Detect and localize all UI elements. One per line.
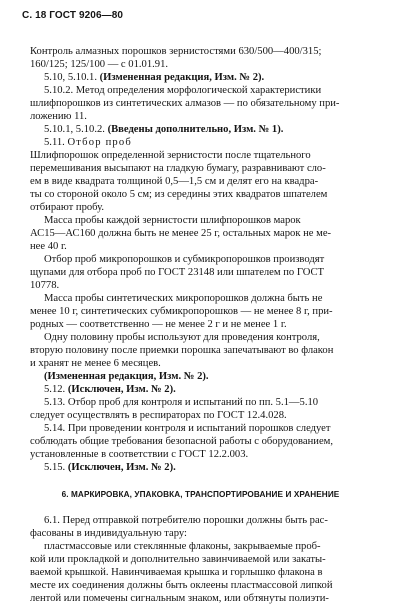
text-line xyxy=(0,435,401,448)
line-text: Масса пробы каждой зернистости шлифпорошков марок xyxy=(44,215,301,226)
text-line xyxy=(0,579,401,592)
text-line xyxy=(0,292,401,305)
line-text: 5.13. Отбор проб для контроля и испытаний по пп. 5.1—5.10 xyxy=(44,397,319,408)
line-text: месте их соединения должны быть оклеены пластмассовой липкой xyxy=(30,580,333,591)
line-text: следует осуществлять в респираторах по ГОСТ 12.4.028. xyxy=(30,410,287,421)
text-line xyxy=(0,409,401,422)
text-line xyxy=(0,162,401,175)
text-line xyxy=(0,45,401,58)
text-line xyxy=(0,266,401,279)
amendment-note: (Исключен, Изм. № 2). xyxy=(67,462,176,473)
text-line xyxy=(0,240,401,253)
line-text: ты со стороной около 5 см; из середины этих квадратов шпателем xyxy=(30,189,328,200)
line-text: менее 10 г, синтетических субмикропорошков — не менее 8 г, при- xyxy=(30,306,333,317)
page-header: С. 18 ГОСТ 9206—80 xyxy=(22,10,124,21)
text-line xyxy=(0,110,401,123)
line-text: ем в виде квадрата толщиной 0,5—1,5 см и делят его на квадра- xyxy=(30,176,319,187)
amendment-note: (Измененная редакция, Изм. № 2). xyxy=(99,72,265,83)
text-line xyxy=(0,566,401,579)
line-text: нее 40 г. xyxy=(30,241,67,252)
spaced-subheading: Отбор проб xyxy=(67,137,133,148)
line-text: 5.10.1, 5.10.2. xyxy=(44,124,108,135)
text-line xyxy=(0,318,401,331)
line-text: 10778. xyxy=(30,280,60,291)
line-text: установленные в соответствии с ГОСТ 12.2.003. xyxy=(30,449,249,460)
line-text: ваемой крышкой. Навинчиваемая крышка и горлышко флакона в xyxy=(30,567,323,578)
line-text: АС15—АС160 должна быть не менее 25 г, остальных марок не ме- xyxy=(30,228,332,239)
line-text: и хранят не менее 6 месяцев. xyxy=(30,358,161,369)
line-text: шлифпорошков из синтетических алмазов — по обязательному при- xyxy=(30,98,340,109)
text-line xyxy=(0,344,401,357)
text-line xyxy=(0,527,401,540)
text-line xyxy=(0,188,401,201)
text-line xyxy=(0,592,401,605)
line-text: 6.1. Перед отправкой потребителю порошки должны быть рас- xyxy=(44,515,328,526)
text-line xyxy=(0,357,401,370)
line-text: Шлифпорошок определенной зернистости после тщательного xyxy=(30,150,311,161)
text-line xyxy=(0,175,401,188)
text-line xyxy=(0,370,401,383)
text-line xyxy=(0,214,401,227)
text-line xyxy=(0,553,401,566)
text-line xyxy=(0,84,401,97)
text-line xyxy=(0,461,401,474)
text-line xyxy=(0,97,401,110)
line-text: лентой или помечены сигнальным знаком, или обтянуты полиэти- xyxy=(30,593,329,604)
line-text: 5.11. xyxy=(44,137,68,148)
text-line xyxy=(0,123,401,136)
text-line xyxy=(0,279,401,292)
line-text: 160/125; 125/100 — с 01.01.91. xyxy=(30,59,169,70)
line-text: родных — соответственно — не менее 2 г и не менее 1 г. xyxy=(30,319,287,330)
line-text: отбирают пробу. xyxy=(30,202,105,213)
text-line xyxy=(0,331,401,344)
text-line xyxy=(0,448,401,461)
text-line xyxy=(0,540,401,553)
amendment-note: (Исключен, Изм. № 2). xyxy=(67,384,176,395)
text-line xyxy=(0,514,401,527)
line-text: пластмассовые или стеклянные флаконы, закрываемые проб- xyxy=(44,541,321,552)
line-text: 5.12. xyxy=(44,384,68,395)
amendment-note: (Измененная редакция, Изм. № 2). xyxy=(44,371,209,382)
text-line xyxy=(0,227,401,240)
text-line xyxy=(0,149,401,162)
line-text: вторую половину после приемки порошка запечатывают во флакон xyxy=(30,345,334,356)
line-text: 5.15. xyxy=(44,462,68,473)
line-text: щупами для отбора проб по ГОСТ 23148 или шпателем по ГОСТ xyxy=(30,267,325,278)
text-line xyxy=(0,136,401,149)
line-text: кой или прокладкой и дополнительно завинчиваемой или закаты- xyxy=(30,554,326,565)
line-text: Одну половину пробы используют для проведения контроля, xyxy=(44,332,320,343)
text-line xyxy=(0,201,401,214)
line-text: 5.10, 5.10.1. xyxy=(44,72,100,83)
text-line xyxy=(0,253,401,266)
line-text: 5.10.2. Метод определения морфологической характеристики xyxy=(44,85,322,96)
line-text: Масса пробы синтетических микропорошков должна быть не xyxy=(44,293,323,304)
text-line xyxy=(0,58,401,71)
line-text: соблюдать общие требования безопасной работы с оборудованием, xyxy=(30,436,334,447)
line-text: перемешивания высыпают на гладкую бумагу, разравнивают сло- xyxy=(30,163,326,174)
text-line xyxy=(0,422,401,435)
text-line xyxy=(0,305,401,318)
text-line xyxy=(0,71,401,84)
section-heading: 6. МАРКИРОВКА, УПАКОВКА, ТРАНСПОРТИРОВАНИЕ И ХРАНЕНИЕ xyxy=(61,490,340,499)
text-line xyxy=(0,383,401,396)
amendment-note: (Введены дополнительно, Изм. № 1). xyxy=(107,124,284,135)
text-line xyxy=(0,396,401,409)
line-text: 5.14. При проведении контроля и испытаний порошков следует xyxy=(44,423,331,434)
line-text: Отбор проб микропорошков и субмикропорошков производят xyxy=(44,254,325,265)
line-text: ложению 11. xyxy=(30,111,87,122)
line-text: фасованы в индивидуальную тару: xyxy=(30,528,187,539)
line-text: Контроль алмазных порошков зернистостями 630/500—400/315; xyxy=(30,46,322,57)
